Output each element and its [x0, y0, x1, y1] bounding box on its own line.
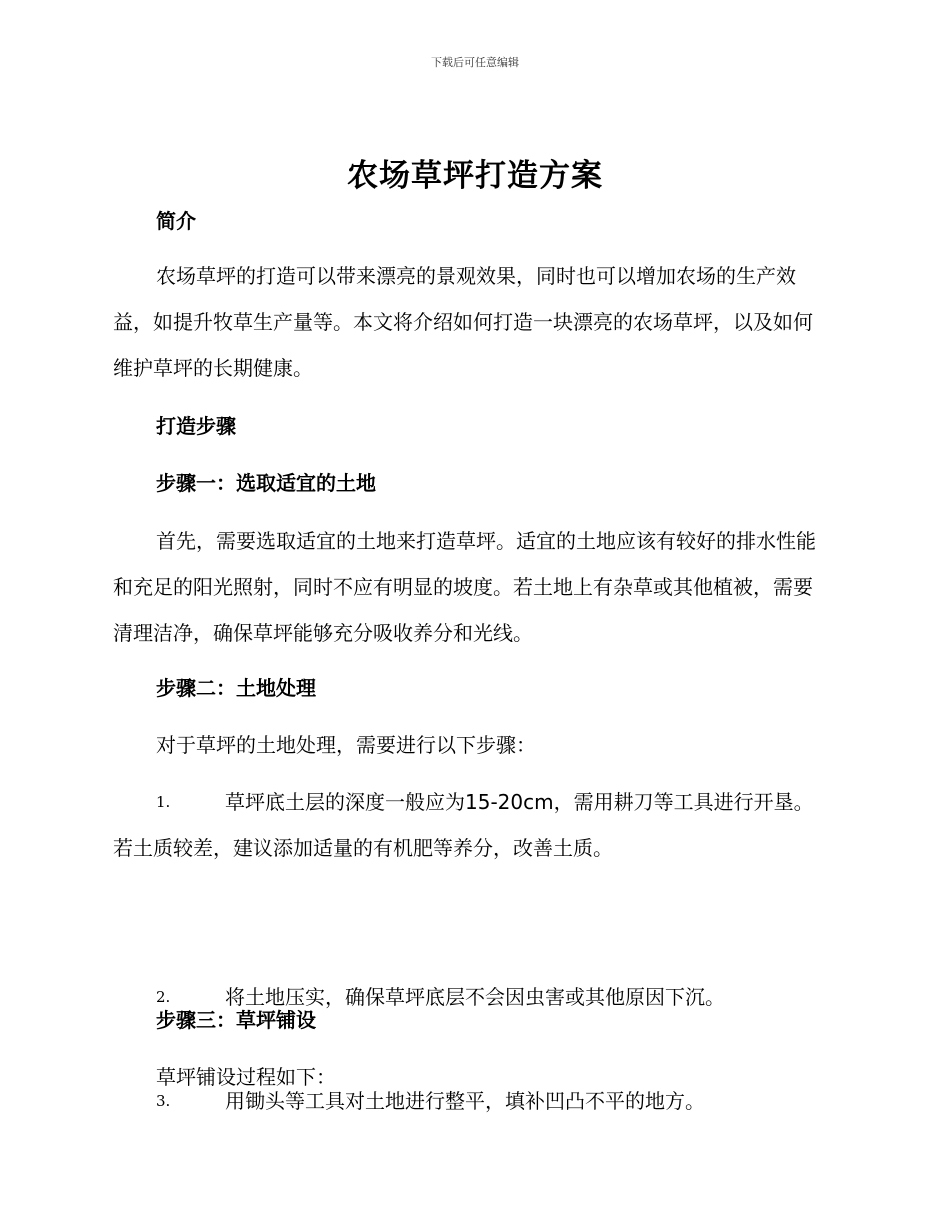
list-number: 3.	[156, 1092, 171, 1110]
list-item-text: 用锄头等工具对土地进行整平，填补凹凸不平的地方。	[225, 1089, 705, 1113]
intro-paragraph: 农场草坪的打造可以带来漂亮的景观效果，同时也可以增加农场的生产效益，如提升牧草生产量等。本文将介绍如何打造一块漂亮的农场草坪，以及如何维护草坪的长期健康。	[113, 264, 813, 380]
section-heading-steps: 打造步骤	[156, 414, 236, 438]
list-number: 2.	[156, 988, 171, 1006]
header-note: 下载后可任意编辑	[431, 56, 519, 69]
section-heading-intro: 简介	[156, 209, 196, 233]
step1-paragraph: 首先，需要选取适宜的土地来打造草坪。适宜的土地应该有较好的排水性能和充足的阳光照射，同时不应有明显的坡度。若土地上有杂草或其他植被，需要清理洁净，确保草坪能够充分吸收养分和光线。	[113, 529, 816, 645]
document-title: 农场草坪打造方案	[347, 158, 603, 194]
step3-intro: 草坪铺设过程如下：	[156, 1065, 336, 1089]
list-number: 1.	[156, 793, 171, 811]
list-item-text: 草坪底土层的深度一般应为15-20cm，需用耕刀等工具进行开垦。若土质较差，建议添加适量的有机肥等养分，改善土质。	[113, 790, 814, 860]
list-item-text: 将土地压实，确保草坪底层不会因虫害或其他原因下沉。	[225, 985, 725, 1009]
step2-heading: 步骤二：土地处理	[156, 676, 316, 700]
step2-intro: 对于草坪的土地处理，需要进行以下步骤：	[156, 733, 536, 757]
step3-heading: 步骤三：草坪铺设	[156, 1008, 316, 1032]
list-item	[113, 779, 831, 871]
step1-heading: 步骤一：选取适宜的土地	[156, 471, 376, 495]
